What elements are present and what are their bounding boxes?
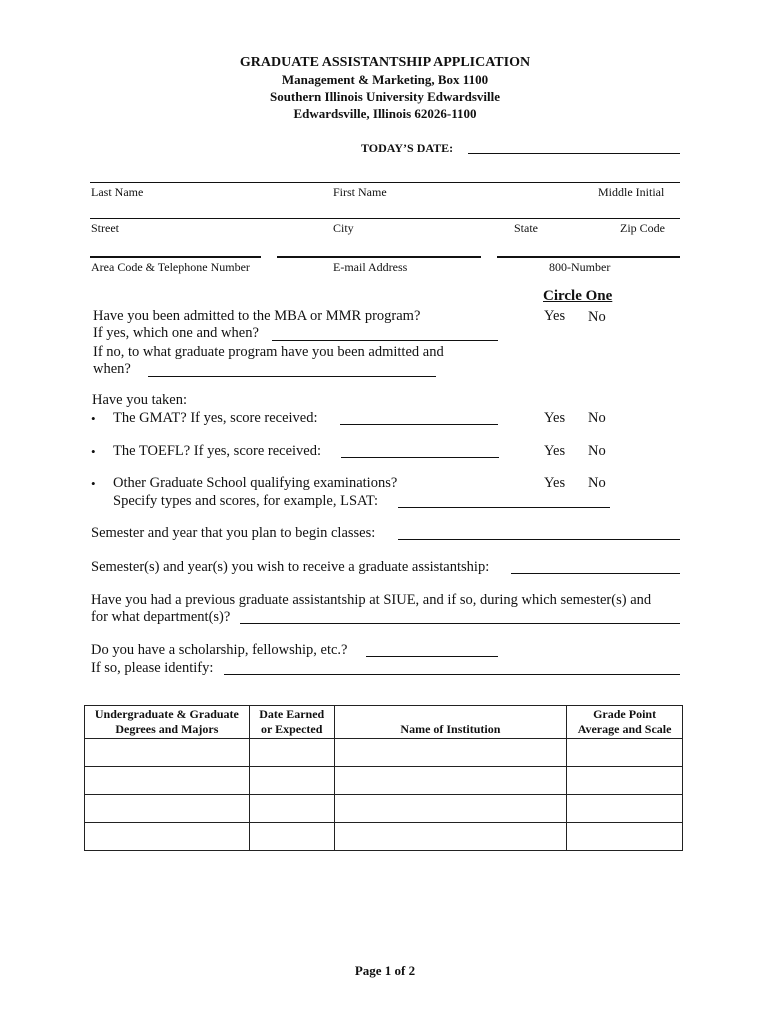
semester-begin-field[interactable] bbox=[398, 539, 680, 540]
degrees-majors-header: Undergraduate & Graduate Degrees and Majors bbox=[85, 706, 250, 739]
table-row bbox=[85, 823, 683, 851]
taken-intro: Have you taken: bbox=[92, 392, 188, 408]
table-cell[interactable] bbox=[567, 739, 683, 767]
degrees-table bbox=[84, 705, 683, 851]
phone-label: Area Code & Telephone Number bbox=[91, 260, 250, 274]
other-exam-yes[interactable]: Yes bbox=[544, 475, 566, 491]
institution-header: Name of Institution bbox=[334, 706, 567, 739]
page-number: Page 1 of 2 bbox=[354, 963, 416, 978]
admitted-when-field[interactable] bbox=[148, 376, 436, 377]
table-header-row bbox=[85, 706, 683, 739]
admitted-which-label: If yes, which one and when? bbox=[93, 325, 259, 341]
table-row bbox=[85, 767, 683, 795]
email-label: E-mail Address bbox=[333, 260, 408, 274]
table-cell[interactable] bbox=[249, 767, 334, 795]
circle-one-heading: Circle One bbox=[543, 288, 613, 304]
table-cell[interactable] bbox=[334, 767, 567, 795]
first-name-label: First Name bbox=[333, 185, 387, 199]
table-cell[interactable] bbox=[567, 795, 683, 823]
previous-ga-department-label: for what department(s)? bbox=[91, 609, 231, 625]
table-cell[interactable] bbox=[567, 767, 683, 795]
todays-date-label: TODAY’S DATE: bbox=[361, 141, 454, 155]
toefl-no[interactable]: No bbox=[588, 443, 606, 459]
name-field-line[interactable] bbox=[90, 182, 680, 183]
admitted-yes[interactable]: Yes bbox=[544, 308, 566, 324]
bullet-icon: • bbox=[91, 476, 96, 491]
bullet-icon: • bbox=[91, 444, 96, 459]
scholarship-identify-label: If so, please identify: bbox=[91, 660, 214, 676]
800-number-label: 800-Number bbox=[549, 260, 611, 274]
middle-initial-label: Middle Initial bbox=[598, 185, 665, 199]
other-exam-specify-label: Specify types and scores, for example, LSAT: bbox=[113, 493, 379, 509]
previous-ga-question: Have you had a previous graduate assistantship at SIUE, and if so, during which semester(s) and bbox=[91, 592, 652, 608]
table-cell[interactable] bbox=[85, 795, 250, 823]
bullet-icon: • bbox=[91, 411, 96, 426]
other-exam-specify-field[interactable] bbox=[398, 507, 610, 508]
address-field-line[interactable] bbox=[90, 218, 680, 219]
gpa-header: Grade Point Average and Scale bbox=[567, 706, 683, 739]
form-title: GRADUATE ASSISTANTSHIP APPLICATION bbox=[239, 55, 531, 70]
university-line: Southern Illinois University Edwardsville bbox=[269, 89, 501, 104]
gmat-yes[interactable]: Yes bbox=[544, 410, 566, 426]
gmat-no[interactable]: No bbox=[588, 410, 606, 426]
semester-ga-field[interactable] bbox=[511, 573, 680, 574]
city-label: City bbox=[333, 221, 354, 235]
other-exam-question: Other Graduate School qualifying examinations? bbox=[113, 475, 398, 491]
scholarship-identify-field[interactable] bbox=[224, 674, 680, 675]
department-line: Management & Marketing, Box 1100 bbox=[281, 72, 489, 87]
table-cell[interactable] bbox=[334, 795, 567, 823]
table-cell[interactable] bbox=[567, 823, 683, 851]
city-line: Edwardsville, Illinois 62026-1100 bbox=[293, 106, 477, 121]
table-cell[interactable] bbox=[85, 767, 250, 795]
toefl-score-field[interactable] bbox=[341, 457, 499, 458]
table-cell[interactable] bbox=[249, 823, 334, 851]
admitted-no[interactable]: No bbox=[588, 309, 606, 325]
state-label: State bbox=[514, 221, 538, 235]
scholarship-field[interactable] bbox=[366, 656, 498, 657]
email-field[interactable] bbox=[277, 256, 481, 258]
other-exam-no[interactable]: No bbox=[588, 475, 606, 491]
admitted-question: Have you been admitted to the MBA or MMR program? bbox=[93, 308, 421, 324]
table-cell[interactable] bbox=[85, 739, 250, 767]
table-cell[interactable] bbox=[334, 739, 567, 767]
table-row bbox=[85, 739, 683, 767]
admitted-other-label: If no, to what graduate program have you been admitted and bbox=[93, 344, 444, 360]
todays-date-field[interactable] bbox=[468, 153, 680, 154]
semester-ga-label: Semester(s) and year(s) you wish to receive a graduate assistantship: bbox=[91, 559, 490, 575]
table-cell[interactable] bbox=[249, 739, 334, 767]
scholarship-question: Do you have a scholarship, fellowship, etc.? bbox=[91, 642, 348, 658]
admitted-which-field[interactable] bbox=[272, 340, 498, 341]
table-cell[interactable] bbox=[249, 795, 334, 823]
table-cell[interactable] bbox=[85, 823, 250, 851]
toefl-question: The TOEFL? If yes, score received: bbox=[113, 443, 322, 459]
phone-field[interactable] bbox=[90, 256, 261, 258]
table-cell[interactable] bbox=[334, 823, 567, 851]
admitted-when-label: when? bbox=[93, 361, 131, 377]
previous-ga-field[interactable] bbox=[240, 623, 680, 624]
gmat-question: The GMAT? If yes, score received: bbox=[113, 410, 318, 426]
semester-begin-label: Semester and year that you plan to begin classes: bbox=[91, 525, 376, 541]
street-label: Street bbox=[91, 221, 119, 235]
table-row bbox=[85, 795, 683, 823]
gmat-score-field[interactable] bbox=[340, 424, 498, 425]
last-name-label: Last Name bbox=[91, 185, 144, 199]
date-earned-header: Date Earned or Expected bbox=[249, 706, 334, 739]
zip-code-label: Zip Code bbox=[620, 221, 665, 235]
800-number-field[interactable] bbox=[497, 256, 680, 258]
toefl-yes[interactable]: Yes bbox=[544, 443, 566, 459]
